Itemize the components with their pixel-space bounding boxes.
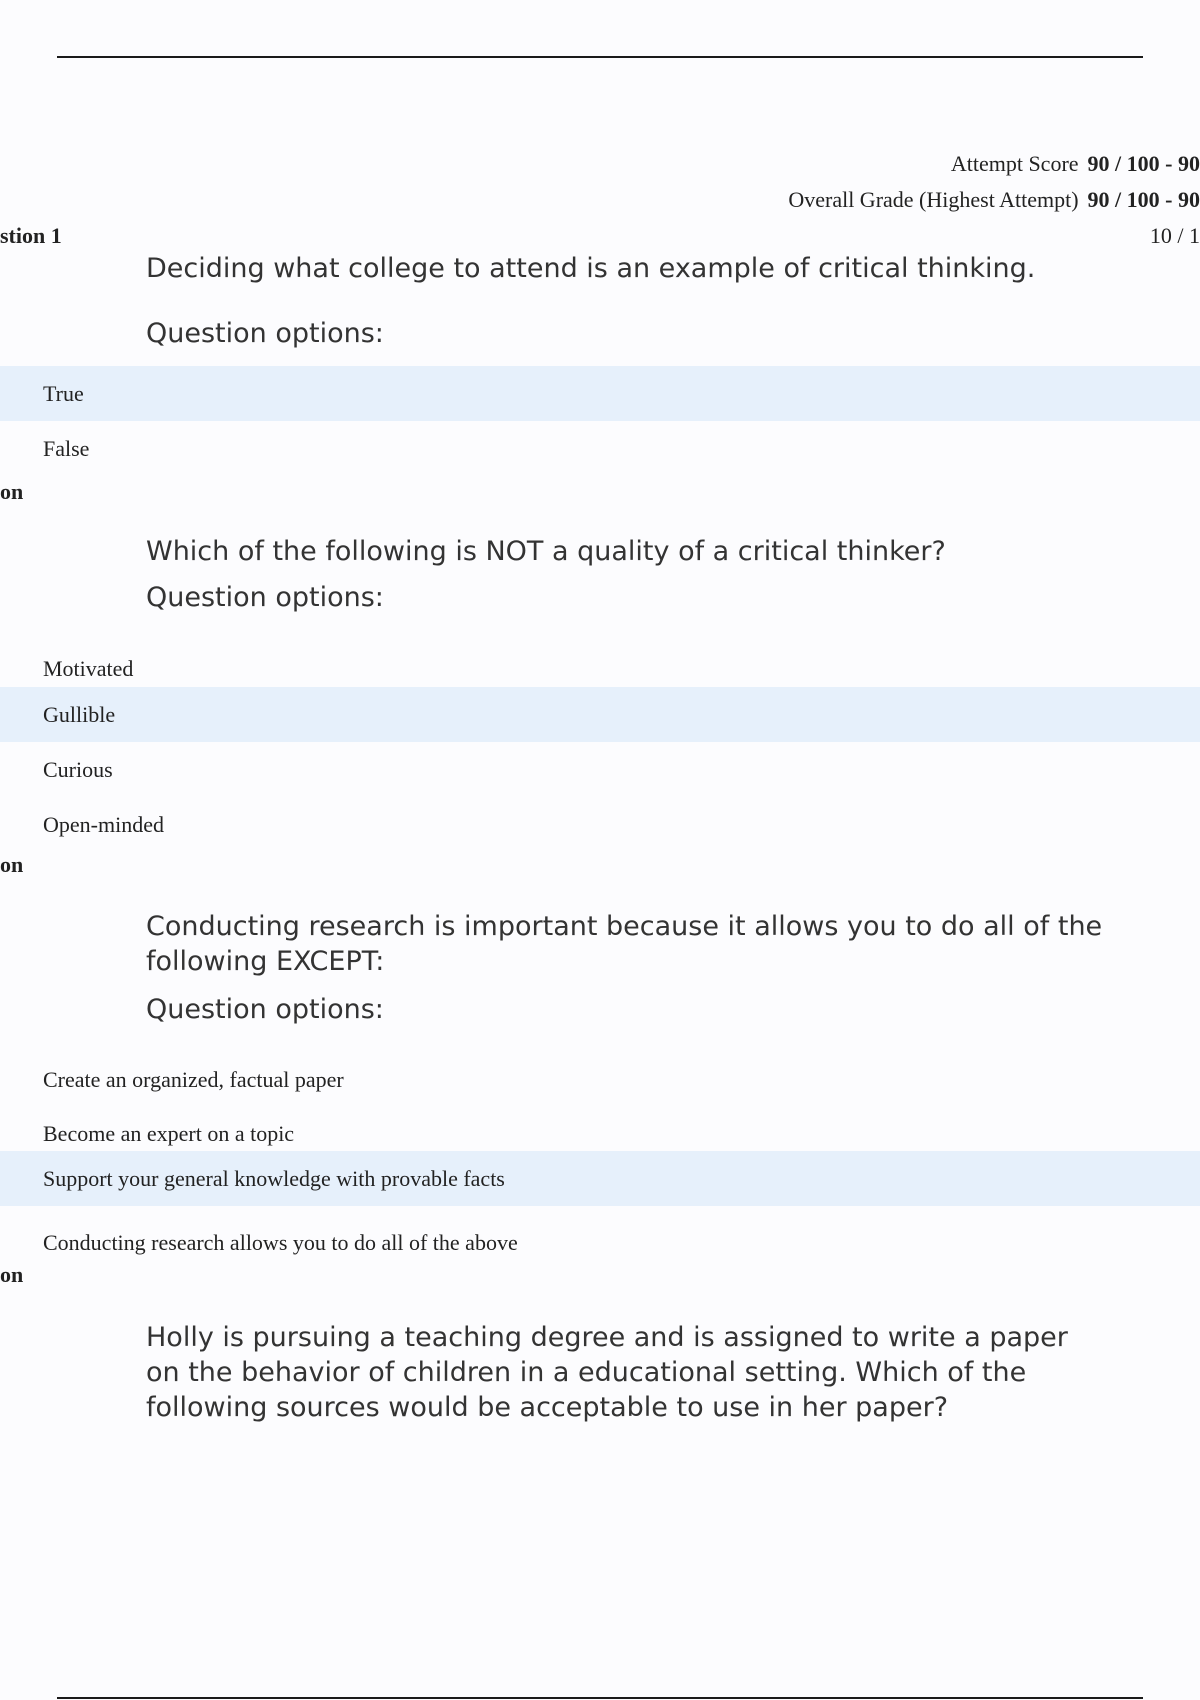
question-3-options-label: Question options: [146,994,384,1025]
question-1-option-1[interactable]: True [0,366,1200,421]
question-1-text: Deciding what college to attend is an example of critical thinking. [146,253,1036,284]
attempt-score [951,150,1200,178]
question-2-label: on [0,479,24,504]
question-3-option-2[interactable]: Become an expert on a topic [43,1121,295,1146]
question-1-option-2[interactable]: False [43,436,90,461]
question-3-option-4[interactable]: Conducting research allows you to do all of the above [43,1230,518,1255]
question-3-label: on [0,852,24,877]
attempt-score-value: 90 / 100 - 90 [1087,151,1200,176]
question-4-label: on [0,1262,24,1287]
question-2-option-3[interactable]: Curious [43,757,113,782]
bottom-divider [57,1697,1143,1699]
question-3-text: Conducting research is important because it allows you to do all of the following EXCEPT: [146,911,1103,977]
question-3-option-1[interactable]: Create an organized, factual paper [43,1067,344,1092]
question-2-text: Which of the following is NOT a quality of a critical thinker? [146,536,946,567]
overall-grade-value: 90 / 100 - 90 [1087,187,1200,212]
question-2-option-2[interactable]: Gullible [0,687,1200,742]
question-1-points: 10 / 1 [1149,223,1200,248]
question-2-option-4[interactable]: Open-minded [43,812,164,837]
question-3-option-3[interactable]: Support your general knowledge with provable facts [0,1151,1200,1206]
question-4-text: Holly is pursuing a teaching degree and is assigned to write a paper on the behavior of children in a educational setting. Which of the following sources would be acceptable to use in her paper? [146,1322,1068,1423]
question-2-options-label: Question options: [146,582,384,613]
question-1-options-label: Question options: [146,318,384,349]
question-1-label: stion 1 [0,223,62,248]
attempt-score-label: Attempt Score [950,151,1079,176]
overall-grade [788,186,1200,214]
question-2-option-1[interactable]: Motivated [43,656,134,681]
overall-grade-label: Overall Grade (Highest Attempt) [788,187,1079,212]
top-divider [57,56,1143,58]
